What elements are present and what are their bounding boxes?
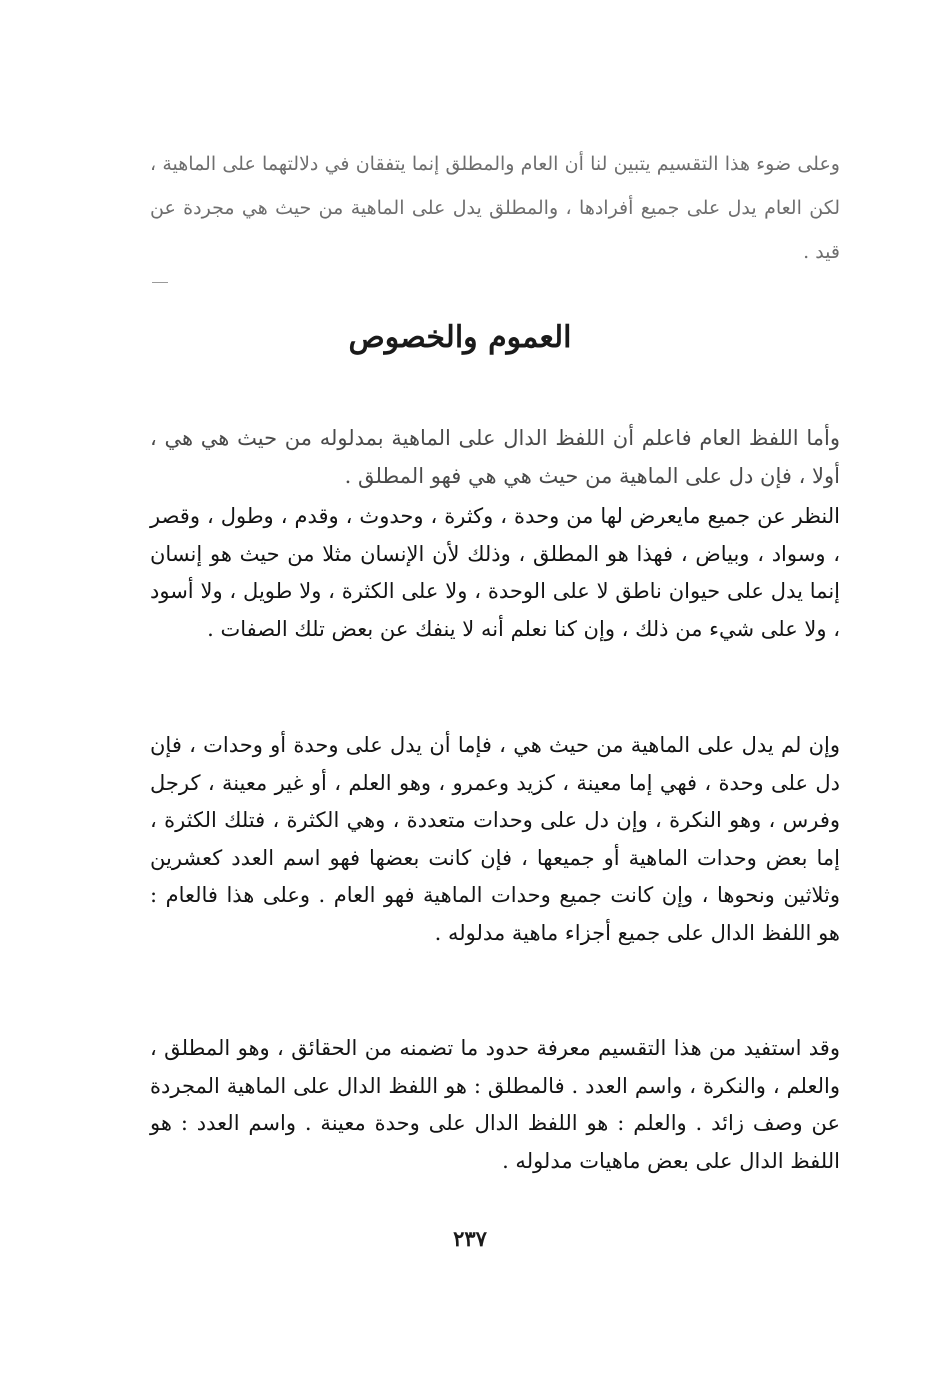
paragraph-3-text: وقد استفيد من هذا التقسيم معرفة حدود ما تضمنه من الحقائق ، وهو المطلق ، والعلم ، والنكرة ، واسم العدد . فالمطلق : هو اللفظ الدال على الماهية المجردة عن وصف زائد . والعلم : هو اللفظ الدال على وحدة معينة . واسم العدد : هو اللفظ الدال على بعض ماهيات مدلوله .: [150, 1036, 840, 1173]
divider: [152, 282, 168, 283]
paragraph-3: [150, 1030, 840, 1180]
page-number: ٢٣٧: [453, 1226, 487, 1251]
faded-top-paragraph: [150, 142, 840, 274]
section-heading: العموم والخصوص: [348, 320, 572, 355]
paragraph-2-text: وإن لم يدل على الماهية من حيث هي ، فإما أن يدل على وحدة أو وحدات ، فإن دل على وحدة ، فهي إما معينة ، كزيد وعمرو ، وهو العلم ، أو غير معينة ، كرجل وفرس ، وهو النكرة ، وإن دل على وحدات متعددة ، وهي الكثرة ، فتلك الكثرة ، إما بعض وحدات الماهية أو جميعها ، فإن كانت بعضها فهو اسم العدد كعشرين وثلاثين ونحوها ، وإن كانت جميع وحدات الماهية فهو العام . وعلى هذا فالعام : هو اللفظ الدال على جميع أجزاء ماهية مدلوله .: [150, 733, 840, 945]
paragraph-1: [150, 498, 840, 648]
faded-top-text: وعلى ضوء هذا التقسيم يتبين لنا أن العام والمطلق إنما يتفقان في دلالتهما على الماهية ، لكن العام يدل على جميع أفرادها ، والمطلق يدل على الماهية من حيث هي مجردة عن قيد .: [150, 153, 840, 263]
ghost-paragraph: [150, 420, 840, 495]
ghost-text: وأما اللفظ العام فاعلم أن اللفظ الدال على الماهية بمدلوله من حيث هي هي ، أولا ، فإن دل على الماهية من حيث هي هي فهو المطلق .: [150, 426, 840, 488]
paragraph-1-text: النظر عن جميع مايعرض لها من وحدة ، وكثرة ، وحدوث ، وقدم ، وطول ، وقصر ، وسواد ، وبياض ، فهذا هو المطلق ، وذلك لأن الإنسان مثلا من حيث هو إنسان إنما يدل على حيوان ناطق لا على الوحدة ، ولا على الكثرة ، ولا طويل ، ولا أسود ، ولا على شيء من ذلك ، وإن كنا نعلم أنه لا ينفك عن بعض تلك الصفات .: [150, 504, 840, 641]
paragraph-2: [150, 727, 840, 952]
